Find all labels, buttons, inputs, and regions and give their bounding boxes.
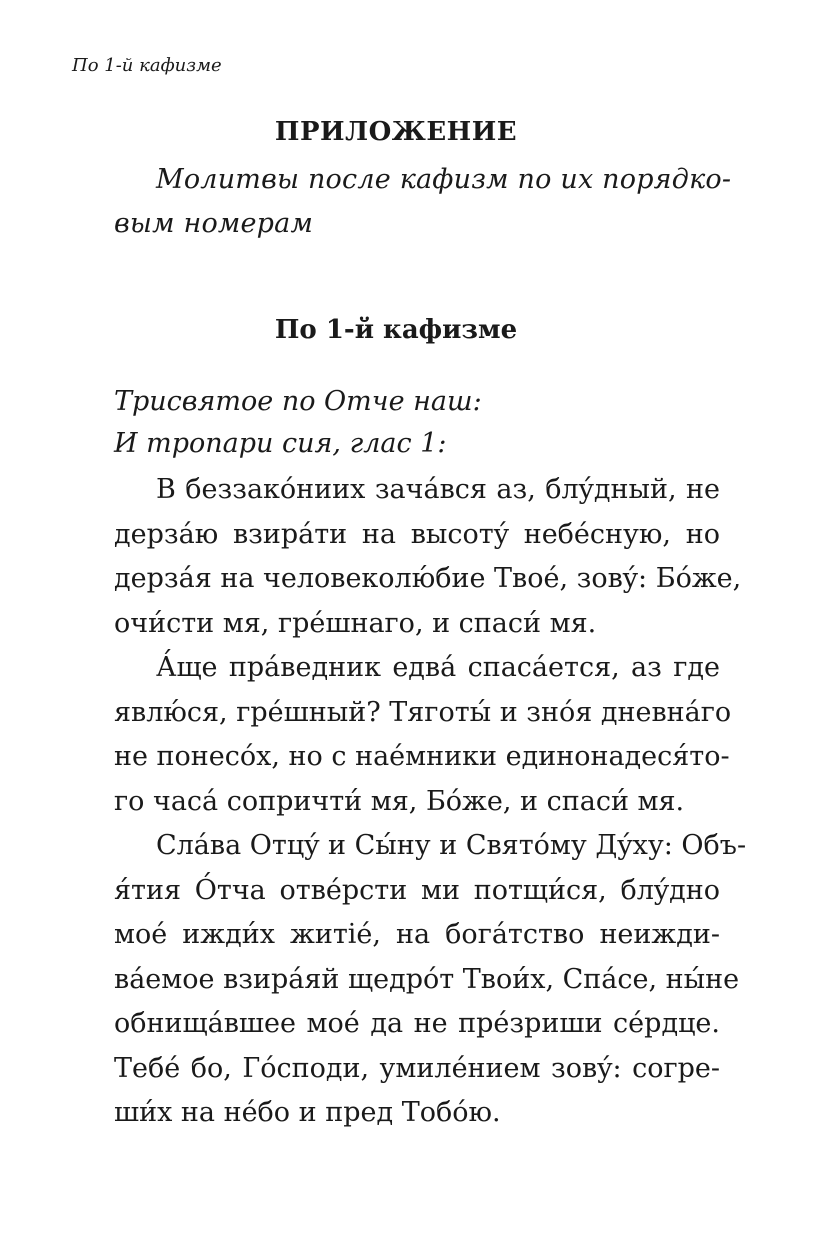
text-line: Тебé бо, Гóсподи, умилéнием зовý: согре- — [114, 1052, 720, 1084]
text-line: моé ижди́х житié, на богáтство неижди- — [114, 919, 720, 950]
text-line: дерзáя на человеколю́бие Твоé, зовý: Бóже, — [114, 563, 742, 594]
text-line: вáемое взирáяй щедрóт Твои́х, Спáсе, ны́не — [114, 963, 740, 995]
text-line: очи́сти мя, грéшнаго, и спаси́ мя. — [114, 607, 597, 639]
appendix-subtitle — [72, 158, 732, 246]
text-line: го часá сопричти́ мя, Бóже, и спаси́ мя. — [114, 785, 685, 817]
subtitle-line: Молитвы после кафизм по их порядко- — [156, 164, 732, 195]
text-line: ши́х на нéбо и пред Тобóю. — [114, 1097, 501, 1128]
glory-troparion — [72, 824, 747, 1136]
text-line: дерзáю взирáти на высотý небéсную, но — [114, 518, 720, 550]
section-title: По 1-й кафизме — [274, 315, 518, 345]
rubric-trisagion: Трисвятое по Отче наш: — [114, 386, 482, 417]
troparion-1 — [72, 468, 742, 646]
text-line: я́тия О́тча отвéрсти ми потщи́ся, блýдно — [114, 874, 720, 906]
text-line: явлю́ся, грéшный? Тяготы́ и знóя дневнáго — [114, 696, 732, 728]
text-line: не понесóх, но с наéмники единонадеся́то- — [114, 741, 730, 772]
troparion-2 — [72, 646, 732, 824]
subtitle-line: вым номерам — [114, 208, 314, 239]
text-line: Слáва Отцý и Сы́ну и Святóму Дýху: Объ- — [156, 830, 747, 861]
running-head: По 1-й кафизме — [72, 55, 222, 76]
text-line: обнищáвшее моé да не прéзриши сéрдце. — [114, 1008, 720, 1039]
text-line: А́ще прáведник едвá спасáется, аз где — [156, 652, 720, 683]
prayer-text — [72, 468, 747, 1136]
text-line: В беззакóниих зачáвся аз, блýдный, не — [156, 474, 720, 505]
appendix-title: ПРИЛОЖЕНИЕ — [274, 117, 518, 147]
rubric-troparia: И тропари сия, глас 1: — [114, 428, 447, 459]
